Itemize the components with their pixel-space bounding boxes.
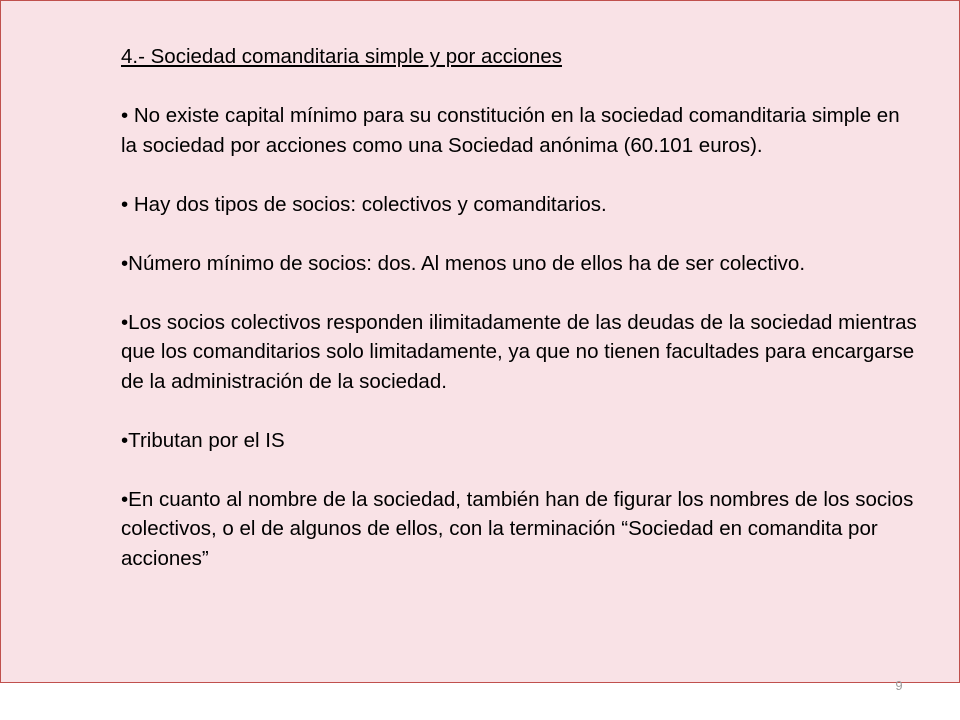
- paragraph-responsabilidad: •Los socios colectivos responden ilimitadamente de las deudas de la sociedad mientras que los comanditarios solo limitadamente, ya que no tienen facultades para encargarse de la administración de la sociedad.: [121, 310, 917, 393]
- paragraph-tipos-socios: • Hay dos tipos de socios: colectivos y comanditarios.: [121, 192, 607, 216]
- page-number: 9: [895, 678, 903, 693]
- paragraph-tributacion: •Tributan por el IS: [121, 428, 285, 452]
- paragraph-capital-minimo: • No existe capital mínimo para su constitución en la sociedad comanditaria simple en la sociedad por acciones como una Sociedad anónima (60.101 euros).: [121, 104, 900, 157]
- paragraph-numero-socios: •Número mínimo de socios: dos. Al menos uno de ellos ha de ser colectivo.: [121, 251, 806, 275]
- slide-text-body: [121, 42, 921, 603]
- paragraph-nombre-sociedad: •En cuanto al nombre de la sociedad, también han de figurar los nombres de los socios colectivos, o el de algunos de ellos, con la terminación “Sociedad en comandita por acciones”: [121, 487, 914, 570]
- slide-title: 4.- Sociedad comanditaria simple y por acciones: [121, 45, 562, 68]
